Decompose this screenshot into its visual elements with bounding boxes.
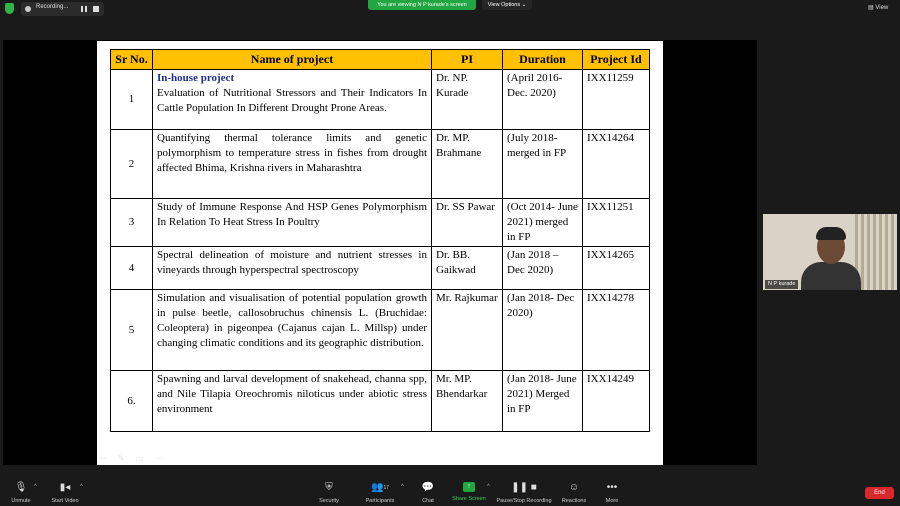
window-blind [861, 214, 864, 290]
cell-project-id: IXX11259 [583, 70, 650, 130]
cell-sr: 1 [111, 70, 153, 130]
table-row [111, 371, 650, 432]
muted-microphone-icon: 🎙 [14, 482, 28, 493]
more-dots-icon: ••• [606, 482, 618, 493]
cell-duration: (Oct 2014- June 2021) merged in FP [503, 199, 583, 247]
cell-sr: 3 [111, 199, 153, 247]
pause-stop-recording-button[interactable] [496, 478, 552, 506]
participants-label: Participants [365, 498, 395, 504]
cell-project-id: IXX14265 [583, 247, 650, 290]
cell-sr: 2 [111, 130, 153, 199]
header-sr-no: Sr No. [111, 50, 153, 70]
unmute-label: Unmute [11, 498, 31, 504]
window-blind [867, 214, 870, 290]
end-meeting-button[interactable]: End [865, 487, 894, 499]
recording-indicator [21, 2, 104, 16]
pause-stop-recording-label: Pause/Stop Recording [496, 498, 552, 504]
reactions-button[interactable] [559, 478, 589, 506]
window-blind [873, 214, 876, 290]
cell-pi: Dr. SS Pawar [432, 199, 503, 247]
video-options-chevron-icon[interactable]: ^ [80, 484, 83, 490]
table-row [111, 70, 650, 130]
cell-sr: 5 [111, 290, 153, 371]
cell-project-name: Spawning and larval development of snakehead, channa spp, and Nile Tilapia Oreochromis niloticus under abiotic stress environment [153, 371, 432, 432]
header-project-id: Project Id [583, 50, 650, 70]
share-options-chevron-icon[interactable]: ^ [487, 484, 490, 490]
slide-page [97, 41, 663, 465]
video-off-icon: ▮◂ [59, 482, 71, 493]
security-button[interactable] [314, 478, 344, 506]
cell-sr: 4 [111, 247, 153, 290]
more-button[interactable] [598, 478, 626, 506]
window-blind [891, 214, 894, 290]
cell-duration: (Jan 2018- June 2021) Merged in FP [503, 371, 583, 432]
cell-pi: Mr. MP. Bhendarkar [432, 371, 503, 432]
meeting-top-bar [0, 0, 900, 18]
stop-recording-icon[interactable] [93, 6, 99, 12]
cell-project-name: Simulation and visualisation of potential population growth in pulse beetle, callosobruchus chinensis L. (Bruchidae: Coleoptera) in pigeonpea (Cajanus cajan L. Millsp) under changing climatic conditions and its geographic distribution. [153, 290, 432, 371]
security-shield-icon[interactable] [5, 3, 14, 14]
window-blind [879, 214, 882, 290]
cell-project-name: Study of Immune Response And HSP Genes Polymorphism In Relation To Heat Stress In Poultry [153, 199, 432, 247]
audio-options-chevron-icon[interactable]: ^ [34, 484, 37, 490]
table-row [111, 199, 650, 247]
reactions-label: Reactions [561, 498, 587, 504]
cell-pi: Mr. Rajkumar [432, 290, 503, 371]
window-blind [885, 214, 888, 290]
shield-icon: ⛨ [325, 482, 333, 493]
recording-label: Recording... [36, 4, 69, 10]
cell-project-id: IXX14278 [583, 290, 650, 371]
participants-options-chevron-icon[interactable]: ^ [401, 484, 404, 490]
slide-annotation-toolbar-icons: ⇦ ✎ ▭ ⋯ [99, 453, 168, 463]
cell-duration: (July 2018- merged in FP [503, 130, 583, 199]
participant-hair [816, 227, 846, 240]
chat-label: Chat [422, 498, 434, 504]
in-house-project-label: In-house project [157, 72, 235, 84]
pause-stop-icon: ❚❚ ■ [511, 482, 537, 493]
header-pi: PI [432, 50, 503, 70]
more-label: More [605, 498, 619, 504]
share-screen-button[interactable] [450, 478, 488, 506]
cell-duration: (Jan 2018- Dec 2020) [503, 290, 583, 371]
projects-table [110, 49, 650, 432]
cell-duration: (April 2016- Dec. 2020) [503, 70, 583, 130]
view-options-button[interactable]: View Options ⌄ [482, 0, 532, 10]
cell-project-name: Spectral delineation of moisture and nutrient stresses in vineyards through hyperspectral spectroscopy [153, 247, 432, 290]
project-name-text: Evaluation of Nutritional Stressors and Their Indicators In Cattle Population In Different Drought Prone Areas. [157, 87, 427, 114]
record-dot-icon [25, 6, 31, 12]
unmute-button[interactable] [6, 478, 36, 506]
cell-duration: (Jan 2018 – Dec 2020) [503, 247, 583, 290]
table-row [111, 247, 650, 290]
table-row [111, 130, 650, 199]
chat-bubble-icon: 💬 [421, 482, 435, 493]
table-header-row [111, 50, 650, 70]
table-row [111, 290, 650, 371]
start-video-label: Start Video [51, 498, 79, 504]
emoji-plus-icon: ☺ [568, 482, 580, 493]
cell-project-id: IXX11251 [583, 199, 650, 247]
start-video-button[interactable] [47, 478, 83, 506]
meeting-toolbar [0, 478, 900, 506]
cell-project-id: IXX14249 [583, 371, 650, 432]
view-button[interactable]: ▤ View [868, 5, 889, 11]
participants-icon: 👥$^{17}$ [370, 482, 389, 493]
cell-pi: Dr. MP. Brahmane [432, 130, 503, 199]
viewing-screen-banner: You are viewing N P kurade's screen [368, 0, 476, 10]
share-screen-label: Share Screen [452, 496, 486, 502]
header-name-of-project: Name of project [153, 50, 432, 70]
share-screen-arrow-icon: ↑ [463, 482, 475, 492]
participant-name-tag: N P kurade [765, 280, 798, 289]
cell-pi: Dr. NP. Kurade [432, 70, 503, 130]
participants-count: 17 [383, 485, 389, 491]
pause-recording-icon[interactable] [81, 6, 87, 12]
participants-button[interactable] [360, 478, 400, 506]
cell-sr: 6. [111, 371, 153, 432]
participant-body [801, 262, 861, 290]
header-duration: Duration [503, 50, 583, 70]
cell-project-name [153, 70, 432, 130]
cell-project-name: Quantifying thermal tolerance limits and genetic polymorphism to temperature stress in fishes from drought affected Bhima, Krishna rivers in Maharashtra [153, 130, 432, 199]
chat-button[interactable] [414, 478, 442, 506]
cell-pi: Dr. BB. Gaikwad [432, 247, 503, 290]
cell-project-id: IXX14264 [583, 130, 650, 199]
security-label: Security [319, 498, 339, 504]
participant-video-tile[interactable] [763, 214, 897, 290]
